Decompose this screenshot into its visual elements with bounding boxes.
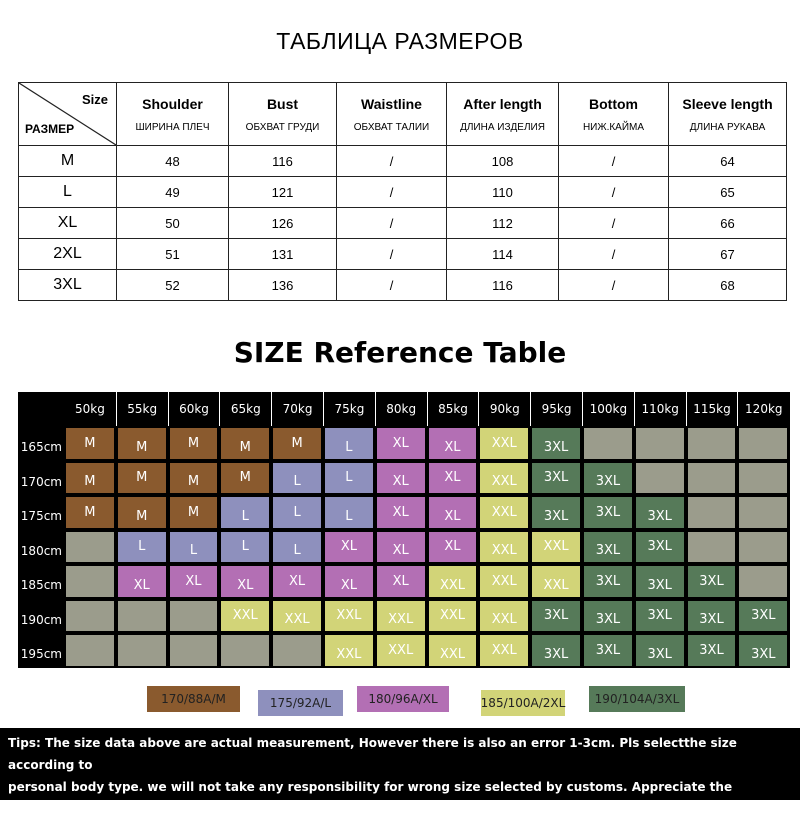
size-cell: XXL bbox=[429, 566, 477, 597]
size-cell: 3XL bbox=[636, 497, 684, 528]
column-header: Bottom НИЖ.КАЙМА bbox=[559, 83, 669, 146]
empty-cell bbox=[66, 532, 114, 563]
column-header: Waistline ОБХВАТ ТАЛИИ bbox=[337, 83, 447, 146]
column-header: Sleeve length ДЛИНА РУКАВА bbox=[669, 83, 787, 146]
size-cell: XXL bbox=[325, 601, 373, 632]
value-cell: 112 bbox=[447, 208, 559, 239]
empty-cell bbox=[584, 428, 632, 459]
size-cell: XXL bbox=[480, 566, 528, 597]
corner-label-size: Size bbox=[81, 92, 108, 107]
tips-line: Tips: The size data above are actual measurement, However there is also an error 1-3cm. Pls selectthe size according to bbox=[8, 736, 737, 772]
height-label: 175cm bbox=[20, 509, 62, 524]
size-cell: 2XL bbox=[19, 239, 117, 270]
size-cell: XL bbox=[221, 566, 269, 597]
size-cell: XL bbox=[19, 208, 117, 239]
size-cell: XL bbox=[377, 463, 425, 494]
size-cell: XL bbox=[377, 566, 425, 597]
size-cell: XXL bbox=[429, 601, 477, 632]
size-cell: M bbox=[118, 428, 166, 459]
size-cell: M bbox=[118, 497, 166, 528]
size-cell: 3XL bbox=[636, 566, 684, 597]
value-cell: 114 bbox=[447, 239, 559, 270]
legend-item: 190/104A/3XL bbox=[589, 686, 685, 712]
empty-cell bbox=[739, 532, 787, 563]
size-cell: M bbox=[66, 497, 114, 528]
weight-header: 110kg bbox=[634, 392, 686, 426]
empty-cell bbox=[636, 428, 684, 459]
size-cell: XXL bbox=[480, 601, 528, 632]
value-cell: / bbox=[337, 177, 447, 208]
value-cell: / bbox=[559, 146, 669, 177]
column-header: After length ДЛИНА ИЗДЕЛИЯ bbox=[447, 83, 559, 146]
size-cell: XXL bbox=[532, 532, 580, 563]
size-cell: XXL bbox=[377, 635, 425, 666]
value-cell: 51 bbox=[117, 239, 229, 270]
value-cell: / bbox=[559, 177, 669, 208]
empty-cell bbox=[688, 463, 736, 494]
size-cell: XXL bbox=[480, 532, 528, 563]
value-cell: 126 bbox=[229, 208, 337, 239]
size-cell: 3XL bbox=[636, 532, 684, 563]
value-cell: 52 bbox=[117, 270, 229, 301]
size-legend bbox=[0, 686, 800, 716]
empty-cell bbox=[273, 635, 321, 666]
column-header: Shoulder ШИРИНА ПЛЕЧ bbox=[117, 83, 229, 146]
size-cell: XXL bbox=[480, 428, 528, 459]
value-cell: 50 bbox=[117, 208, 229, 239]
size-cell: 3XL bbox=[688, 566, 736, 597]
size-cell: L bbox=[273, 497, 321, 528]
empty-cell bbox=[170, 635, 218, 666]
value-cell: 136 bbox=[229, 270, 337, 301]
size-cell: XL bbox=[429, 463, 477, 494]
size-cell: XXL bbox=[429, 635, 477, 666]
weight-header: 85kg bbox=[427, 392, 479, 426]
weight-header: 70kg bbox=[271, 392, 323, 426]
weight-header: 50kg bbox=[74, 402, 105, 416]
weight-header: 55kg bbox=[116, 392, 168, 426]
size-cell: L bbox=[325, 428, 373, 459]
size-cell: 3XL bbox=[532, 463, 580, 494]
size-cell: M bbox=[66, 463, 114, 494]
corner-label-razmer: РАЗМЕР bbox=[25, 122, 75, 136]
table-header-row bbox=[19, 83, 787, 146]
value-cell: 67 bbox=[669, 239, 787, 270]
size-cell: XXL bbox=[221, 601, 269, 632]
value-cell: / bbox=[337, 208, 447, 239]
size-cell: 3XL bbox=[584, 566, 632, 597]
empty-cell bbox=[739, 566, 787, 597]
value-cell: 66 bbox=[669, 208, 787, 239]
weight-header: 75kg bbox=[323, 392, 375, 426]
weight-header: 65kg bbox=[219, 392, 271, 426]
size-cell: XXL bbox=[377, 601, 425, 632]
measurement-table bbox=[18, 82, 787, 301]
size-cell: M bbox=[273, 428, 321, 459]
size-cell: XXL bbox=[532, 566, 580, 597]
reference-table-title: SIZE Reference Table bbox=[233, 336, 567, 369]
height-label: 180cm bbox=[20, 543, 62, 558]
legend-item: 170/88A/M bbox=[147, 686, 240, 712]
empty-cell bbox=[66, 601, 114, 632]
table-row bbox=[19, 270, 787, 301]
size-cell: XXL bbox=[325, 635, 373, 666]
size-cell: L bbox=[325, 497, 373, 528]
value-cell: 116 bbox=[229, 146, 337, 177]
size-cell: XL bbox=[429, 532, 477, 563]
value-cell: 49 bbox=[117, 177, 229, 208]
size-cell: M bbox=[170, 428, 218, 459]
height-label: 195cm bbox=[20, 647, 62, 662]
size-reference-grid bbox=[18, 392, 790, 668]
size-cell: M bbox=[170, 463, 218, 494]
value-cell: / bbox=[337, 146, 447, 177]
size-cell: L bbox=[170, 532, 218, 563]
size-cell: XL bbox=[429, 497, 477, 528]
empty-cell bbox=[688, 497, 736, 528]
empty-cell bbox=[66, 566, 114, 597]
size-cell: 3XL bbox=[532, 601, 580, 632]
value-cell: 48 bbox=[117, 146, 229, 177]
weight-header: 60kg bbox=[168, 392, 220, 426]
size-cell: 3XL bbox=[532, 497, 580, 528]
table-row bbox=[19, 239, 787, 270]
size-cell: 3XL bbox=[584, 601, 632, 632]
empty-cell bbox=[66, 635, 114, 666]
size-cell: L bbox=[221, 532, 269, 563]
empty-cell bbox=[636, 463, 684, 494]
empty-cell bbox=[221, 635, 269, 666]
size-cell: M bbox=[118, 463, 166, 494]
size-cell: XL bbox=[377, 532, 425, 563]
table-row bbox=[19, 177, 787, 208]
weight-header: 100kg bbox=[582, 392, 634, 426]
height-label: 170cm bbox=[20, 474, 62, 489]
value-cell: / bbox=[559, 239, 669, 270]
value-cell: / bbox=[337, 239, 447, 270]
height-label: 165cm bbox=[20, 440, 62, 455]
empty-cell bbox=[118, 635, 166, 666]
size-cell: XXL bbox=[480, 497, 528, 528]
value-cell: 64 bbox=[669, 146, 787, 177]
value-cell: 121 bbox=[229, 177, 337, 208]
height-label: 185cm bbox=[20, 578, 62, 593]
table-corner-cell bbox=[19, 83, 117, 146]
size-cell: 3XL bbox=[739, 635, 787, 666]
table-row bbox=[19, 208, 787, 239]
size-cell: 3XL bbox=[584, 635, 632, 666]
size-cell: M bbox=[170, 497, 218, 528]
height-label: 190cm bbox=[20, 612, 62, 627]
size-cell: M bbox=[221, 463, 269, 494]
size-cell: 3XL bbox=[584, 463, 632, 494]
size-cell: XL bbox=[429, 428, 477, 459]
value-cell: 65 bbox=[669, 177, 787, 208]
weight-header: 90kg bbox=[478, 392, 530, 426]
weight-header: 115kg bbox=[686, 392, 738, 426]
weight-header: 80kg bbox=[375, 392, 427, 426]
size-cell: 3XL bbox=[636, 601, 684, 632]
size-cell: XL bbox=[118, 566, 166, 597]
size-cell: 3XL bbox=[636, 635, 684, 666]
tips-line: personal body type. we will not take any responsibility for wrong size selected by customs. Appreciate the understanding bbox=[8, 780, 733, 816]
empty-cell bbox=[688, 428, 736, 459]
size-cell: 3XL bbox=[688, 635, 736, 666]
legend-item: 185/100A/2XL bbox=[481, 690, 565, 716]
size-cell: XL bbox=[377, 428, 425, 459]
column-header: Bust ОБХВАТ ГРУДИ bbox=[229, 83, 337, 146]
legend-item: 180/96A/XL bbox=[357, 686, 449, 712]
size-cell: 3XL bbox=[688, 601, 736, 632]
value-cell: 68 bbox=[669, 270, 787, 301]
table-row bbox=[19, 146, 787, 177]
value-cell: / bbox=[337, 270, 447, 301]
size-cell: M bbox=[221, 428, 269, 459]
size-cell: XXL bbox=[273, 601, 321, 632]
empty-cell bbox=[739, 497, 787, 528]
empty-cell bbox=[739, 463, 787, 494]
value-cell: 131 bbox=[229, 239, 337, 270]
size-cell: XXL bbox=[480, 463, 528, 494]
size-cell: XL bbox=[170, 566, 218, 597]
size-cell: L bbox=[221, 497, 269, 528]
size-cell: XL bbox=[377, 497, 425, 528]
size-cell: 3XL bbox=[584, 532, 632, 563]
value-cell: / bbox=[559, 208, 669, 239]
size-cell: M bbox=[66, 428, 114, 459]
size-cell: L bbox=[19, 177, 117, 208]
size-cell: XXL bbox=[480, 635, 528, 666]
value-cell: 108 bbox=[447, 146, 559, 177]
size-cell: 3XL bbox=[584, 497, 632, 528]
value-cell: 110 bbox=[447, 177, 559, 208]
size-cell: XL bbox=[273, 566, 321, 597]
weight-header: 95kg bbox=[530, 392, 582, 426]
size-cell: XL bbox=[325, 532, 373, 563]
value-cell: 116 bbox=[447, 270, 559, 301]
empty-cell bbox=[170, 601, 218, 632]
value-cell: / bbox=[559, 270, 669, 301]
size-cell: L bbox=[273, 532, 321, 563]
size-cell: L bbox=[273, 463, 321, 494]
empty-cell bbox=[118, 601, 166, 632]
empty-cell bbox=[739, 428, 787, 459]
size-cell: M bbox=[19, 146, 117, 177]
size-cell: L bbox=[325, 463, 373, 494]
size-cell: XL bbox=[325, 566, 373, 597]
weight-header: 120kg bbox=[737, 392, 789, 426]
size-cell: 3XL bbox=[739, 601, 787, 632]
size-cell: 3XL bbox=[532, 428, 580, 459]
size-cell: 3XL bbox=[532, 635, 580, 666]
empty-cell bbox=[688, 532, 736, 563]
legend-item: 175/92A/L bbox=[258, 690, 343, 716]
page-title: ТАБЛИЦА РАЗМЕРОВ bbox=[276, 28, 524, 54]
tips-banner bbox=[0, 728, 800, 816]
size-cell: L bbox=[118, 532, 166, 563]
size-cell: 3XL bbox=[19, 270, 117, 301]
